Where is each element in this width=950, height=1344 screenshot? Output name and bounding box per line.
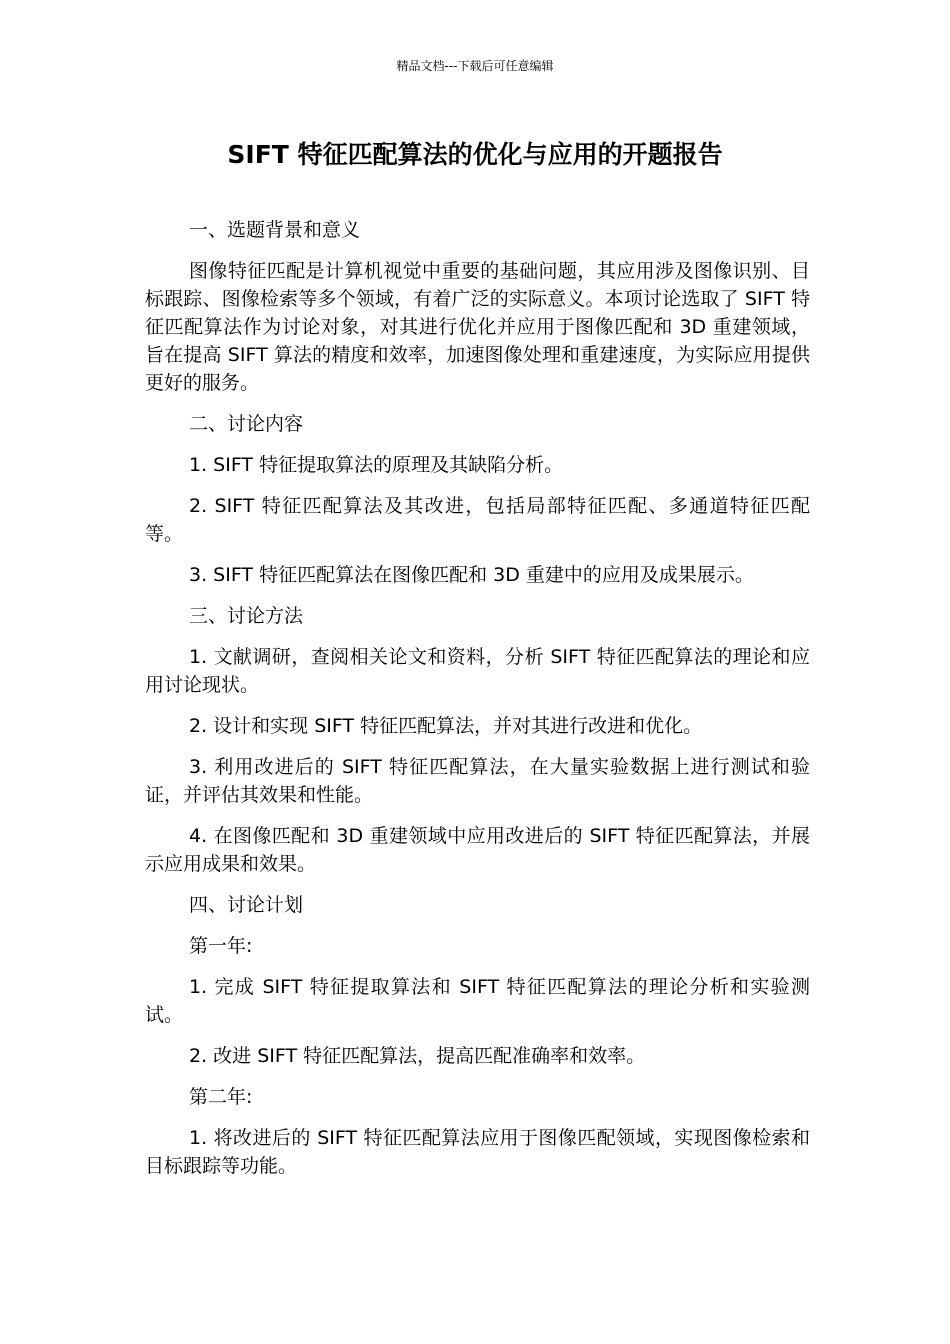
method-item-3: 3. 利用改进后的 SIFT 特征匹配算法，在大量实验数据上进行测试和验证，并评估其效果和性能。 — [145, 756, 810, 806]
background-paragraph: 图像特征匹配是计算机视觉中重要的基础问题，其应用涉及图像识别、目标跟踪、图像检索等多个领域，有着广泛的实际意义。本项讨论选取了 SIFT 特征匹配算法作为讨论对象，对其进行优化并应用于图像匹配和 3D 重建领域，旨在提高 SIFT 算法的精度和效率，加速图像处理和重建速度，为实际应用提供更好的服务。 — [145, 260, 810, 394]
plan-year-1-item-2: 2. 改进 SIFT 特征匹配算法，提高匹配准确率和效率。 — [189, 1045, 646, 1067]
plan-year-2-item-1: 1. 将改进后的 SIFT 特征匹配算法应用于图像匹配领域，实现图像检索和目标跟踪等功能。 — [145, 1127, 810, 1177]
section-heading-method: 三、讨论方法 — [189, 605, 304, 627]
content-item-3: 3. SIFT 特征匹配算法在图像匹配和 3D 重建中的应用及成果展示。 — [189, 564, 754, 586]
method-item-2: 2. 设计和实现 SIFT 特征匹配算法，并对其进行改进和优化。 — [189, 715, 703, 737]
plan-year-1-item-1: 1. 完成 SIFT 特征提取算法和 SIFT 特征匹配算法的理论分析和实验测试。 — [145, 976, 810, 1026]
document-title: SIFT 特征匹配算法的优化与应用的开题报告 — [227, 140, 723, 169]
content-item-2: 2. SIFT 特征匹配算法及其改进，包括局部特征匹配、多通道特征匹配等。 — [145, 495, 810, 545]
content-item-1: 1. SIFT 特征提取算法的原理及其缺陷分析。 — [189, 454, 564, 476]
document-body — [145, 216, 810, 1193]
header-note: 精品文档---下载后可任意编辑 — [396, 59, 554, 73]
plan-year-1-label: 第一年: — [189, 935, 253, 957]
section-heading-background: 一、选题背景和意义 — [189, 219, 361, 241]
plan-year-2-label: 第二年: — [189, 1086, 253, 1108]
section-heading-content: 二、讨论内容 — [189, 413, 304, 435]
method-item-1: 1. 文献调研，查阅相关论文和资料，分析 SIFT 特征匹配算法的理论和应用讨论现状。 — [145, 646, 810, 696]
method-item-4: 4. 在图像匹配和 3D 重建领域中应用改进后的 SIFT 特征匹配算法，并展示应用成果和效果。 — [145, 825, 810, 875]
section-heading-plan: 四、讨论计划 — [189, 894, 304, 916]
